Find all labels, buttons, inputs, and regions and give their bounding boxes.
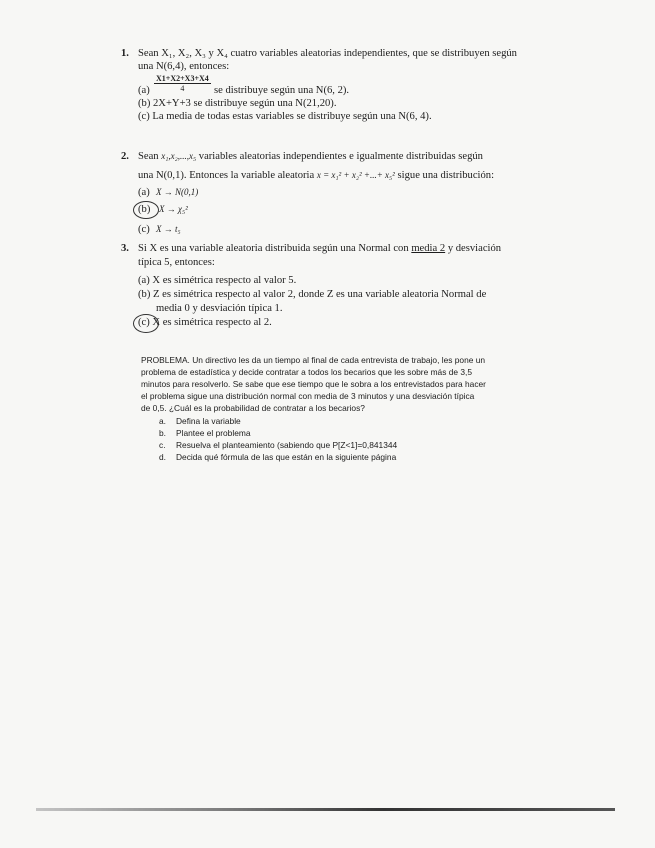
- question-1-option-b: (b) 2X+Y+3 se distribuye según una N(21,20).: [138, 98, 337, 109]
- question-3-number: 3.: [121, 243, 129, 254]
- question-1-option-a-fraction: [154, 74, 211, 93]
- question-1-option-a-text: se distribuye según una N(6, 2).: [214, 85, 350, 96]
- problema-line: PROBLEMA. Un directivo les da un tiempo al final de cada entrevista de trabajo, les pone un: [141, 355, 486, 365]
- question-1-option-a-label: (a): [138, 85, 150, 96]
- problema-item-label: c.: [159, 440, 166, 450]
- page-bottom-edge: [36, 808, 615, 811]
- question-1-number: 1.: [121, 48, 129, 59]
- fraction-numerator: X1+X2+X3+X4: [156, 74, 209, 83]
- question-2-stem-line1: [138, 150, 483, 163]
- problema-item-text: Defina la variable: [176, 416, 241, 426]
- problema-item-text: Decida qué fórmula de las que están en la siguiente página: [176, 452, 397, 462]
- question-2-stem-pre: Sean: [138, 151, 159, 162]
- question-3-option-b-line2: media 0 y desviación típica 1.: [156, 303, 283, 314]
- question-3-stem-post: y desviación: [447, 243, 502, 254]
- problema-item-label: a.: [159, 416, 166, 426]
- question-2-option-c-formula: X → t₅: [156, 224, 181, 234]
- question-3-stem-pre: Si X es una variable aleatoria distribuida según una Normal con: [138, 243, 409, 254]
- question-1-stem-line1: Sean X₁, X₂, X₃ y X₄ cuatro variables aleatorias independientes, que se distribuyen según: [138, 48, 517, 59]
- question-3-option-b-line1: (b) Z es simétrica respecto al valor 2, donde Z es una variable aleatoria Normal de: [138, 289, 487, 300]
- problema-line: el problema sigue una distribución normal con media de 3 minutos y una desviación típica: [141, 391, 475, 401]
- problema-line: problema de estadística y decide contratar a todos los becarios que les sobre más de 3,5: [141, 367, 473, 377]
- question-2-option-b-formula: X → χ₅²: [159, 204, 188, 214]
- question-1-option-c: (c) La media de todas estas variables se distribuye según una N(6, 4).: [138, 111, 432, 122]
- problema-item-text: Resuelva el planteamiento (sabiendo que P[Z<1]=0,841344: [176, 440, 398, 450]
- question-3-option-a: (a) X es simétrica respecto al valor 5.: [138, 275, 297, 286]
- question-2-stem2-pre: una N(0,1). Entonces la variable aleatoria: [138, 170, 315, 181]
- problema-line: minutos para resolverlo. Se sabe que ese tiempo que le sobra a los entrevistados para hacer: [141, 379, 486, 389]
- question-2-option-c-label: (c): [138, 224, 150, 235]
- question-2-stem2-post: sigue una distribución:: [397, 170, 495, 181]
- question-2-option-a-formula: X → N(0,1): [156, 187, 199, 197]
- problema-item-label: d.: [159, 452, 166, 462]
- question-2-stem-line2: [138, 169, 494, 182]
- question-2-stem-post: variables aleatorias independientes e igualmente distribuidas según: [198, 151, 483, 162]
- question-2-number: 2.: [121, 151, 129, 162]
- question-3-stem-line1: [138, 242, 501, 255]
- problema-item-label: b.: [159, 428, 166, 438]
- fraction-denominator: 4: [180, 84, 185, 93]
- question-2-option-a-label: (a): [138, 187, 150, 198]
- question-2-formula: x = x₁² + x₂² +...+ x₅²: [316, 170, 395, 180]
- question-2-variables: x₁,x₂,...,x₅: [161, 151, 197, 161]
- question-2-option-b-label: (b): [138, 204, 151, 215]
- problema-line: de 0,5. ¿Cuál es la probabilidad de contratar a los becarios?: [141, 403, 365, 413]
- question-3-stem-underlined: media 2: [411, 243, 446, 254]
- question-3-option-c: (c) X es simétrica respecto al 2.: [138, 317, 272, 328]
- question-3-stem-line2: típica 5, entonces:: [138, 257, 215, 268]
- problema-item-text: Plantee el problema: [176, 428, 251, 438]
- question-1-stem-line2: una N(6,4), entonces:: [138, 61, 230, 72]
